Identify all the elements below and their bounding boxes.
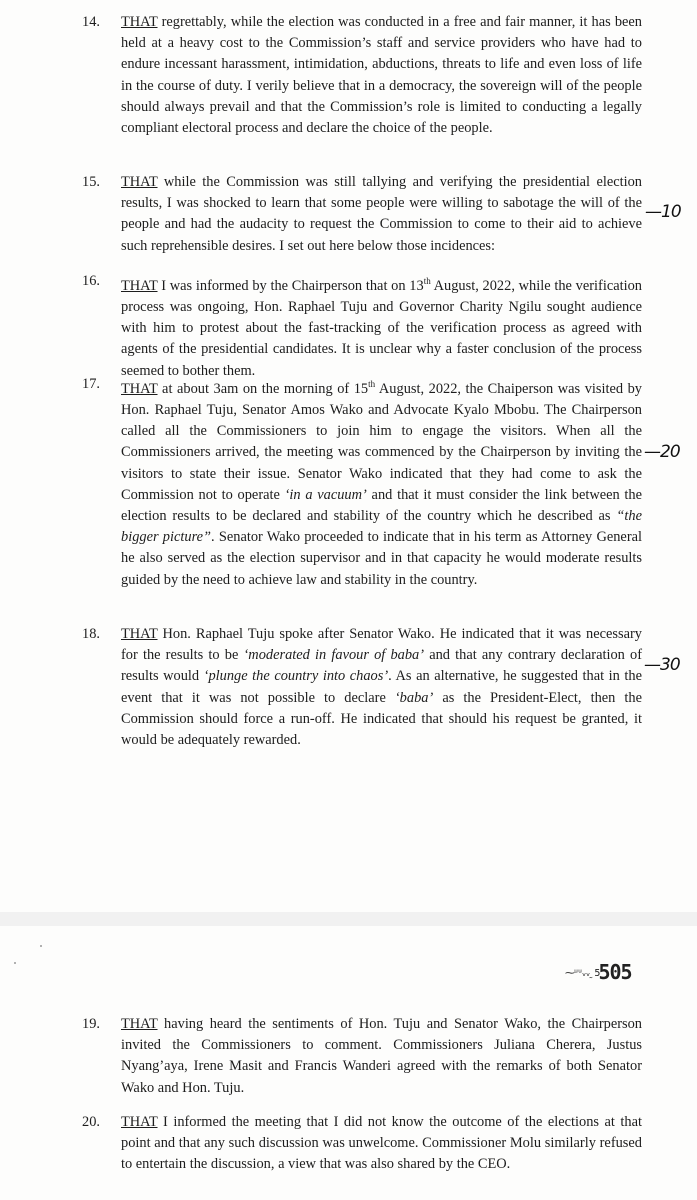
that-lead: THAT (121, 1016, 158, 1032)
paragraph-text: while the Commission was still tallying and verifying the presidential election results, I was shocked to learn that some people were willing to sabotage the will of the people and had the audacity to request the Commission to come to their aid to achieve such reprehensible desires. I set out here below those incidences: (121, 174, 642, 254)
paragraph-text: and that it must consider the link between the election results to be declared and stability of the country which he described as (121, 486, 642, 525)
paragraph-15 (82, 172, 642, 257)
that-lead: THAT (121, 380, 158, 397)
paragraph-number: 20. (82, 1114, 100, 1130)
scan-speck (14, 962, 16, 964)
scan-speck (40, 945, 42, 947)
margin-line-mark: —10 (645, 202, 681, 222)
paragraph-14 (82, 12, 642, 139)
ordinal-suffix: th (423, 276, 431, 286)
that-lead: THAT (121, 174, 158, 190)
paragraph-number: 18. (82, 626, 100, 642)
paragraph-text: at about 3am on the morning of 15 (157, 380, 369, 397)
page-number-stamp (565, 960, 632, 984)
paragraph-body (121, 624, 642, 751)
paragraph-text: I was informed by the Chairperson that on 13 (157, 277, 424, 294)
that-lead: THAT (121, 626, 158, 642)
paragraph-16 (82, 271, 642, 382)
margin-line-mark: —30 (644, 655, 680, 675)
paragraph-body (121, 271, 642, 382)
paragraph-text: and that any contrary declaration of results would (121, 647, 643, 685)
paragraph-number: 15. (82, 174, 100, 190)
paragraph-20 (82, 1112, 642, 1176)
quoted-phrase: ‘plunge the country into chaos’ (203, 668, 389, 685)
paragraph-number: 14. (82, 14, 100, 30)
paragraph-body (121, 1014, 642, 1099)
paragraph-text: I informed the meeting that I did not know the outcome of the elections at that point and that any such discussion was unwelcome. Commissioner Molu similarly refused to entertain the discussion, a view that was also shared by the CEO. (121, 1114, 642, 1173)
that-lead: THAT (121, 277, 158, 294)
paragraph-text: August, 2022, while the verification process was ongoing, Hon. Raphael Tuju and Governor Charity Ngilu sought audience with him to protest about the fast-tracking of the verification process as agreed with agents of the presidential candidates. It is unclear why a faster conclusion of the process seemed to bother them. (121, 277, 642, 379)
paragraph-19 (82, 1014, 642, 1099)
paragraph-number: 17. (82, 376, 100, 392)
paragraph-text: as the President-Elect, then the Commission should force a run-off. He indicated that should his request be granted, it would be adequately rewarded. (121, 689, 643, 749)
paragraph-text: August, 2022, the Chaiperson was visited by Hon. Raphael Tuju, Senator Amos Wako and Advocate Kyalo Mbobu. The Chairperson called all the Commissioners to join him to engage the visitors. When all the Commissioners arrived, the meeting was commenced by the Chairperson by inviting the visitors to state their issue. Senator Wako indicated that they had come to ask the Commission not to operate (121, 380, 643, 503)
paragraph-text: having heard the sentiments of Hon. Tuju and Senator Wako, the Chairperson invited the Commissioners to comment. Commissioners Juliana Cherera, Justus Nyang’aya, Irene Masit and Francis Wanderi agreed with the remarks of both Senator Wako and Hon. Tuju. (121, 1016, 642, 1096)
paragraph-body (121, 1112, 642, 1176)
paragraph-18 (82, 624, 642, 751)
paragraph-number: 19. (82, 1016, 100, 1032)
paragraph-number: 16. (82, 273, 100, 289)
quoted-phrase: ‘in a vacuum’ (284, 486, 367, 503)
quoted-phrase: ‘baba’ (394, 689, 434, 706)
paragraph-17 (82, 374, 642, 591)
ordinal-suffix: th (368, 379, 376, 389)
quoted-phrase: “the bigger picture” (121, 508, 642, 546)
paragraph-text: regrettably, while the election was conducted in a free and fair manner, it has been held at a heavy cost to the Commission’s staff and service providers who have had to endure incessant harassment, intimidation, abductions, threats to life and even loss of life in the course of duty. I verily believe that in a democracy, the sovereign will of the people should always prevail and that the Commission’s role is limited to conducting a legally compliant electoral process and declare the choice of the people. (121, 14, 642, 137)
page-stamp-number: 505 (598, 960, 632, 984)
that-lead: THAT (121, 14, 158, 30)
paragraph-body (121, 12, 642, 139)
paragraph-body (121, 374, 642, 591)
stamp-smudge-icon: ⁓ᵘᵘᵥᵥ˷ 5 (565, 968, 599, 979)
paragraph-text: Hon. Raphael Tuju spoke after Senator Wako. He indicated that it was necessary for the results to be (121, 626, 642, 664)
quoted-phrase: ‘moderated in favour of baba’ (243, 647, 425, 664)
that-lead: THAT (121, 1114, 158, 1130)
margin-line-mark: —20 (644, 442, 680, 462)
paragraph-text: . Senator Wako proceeded to indicate that in his term as Attorney General he also served as the election supervisor and in that capacity he would moderate results guided by the need to achieve law and stability in the country. (121, 529, 642, 588)
page-separator (0, 912, 697, 926)
paragraph-body (121, 172, 642, 257)
paragraph-text: . As an alternative, he suggested that in the event that it was not possible to declare (121, 668, 642, 706)
